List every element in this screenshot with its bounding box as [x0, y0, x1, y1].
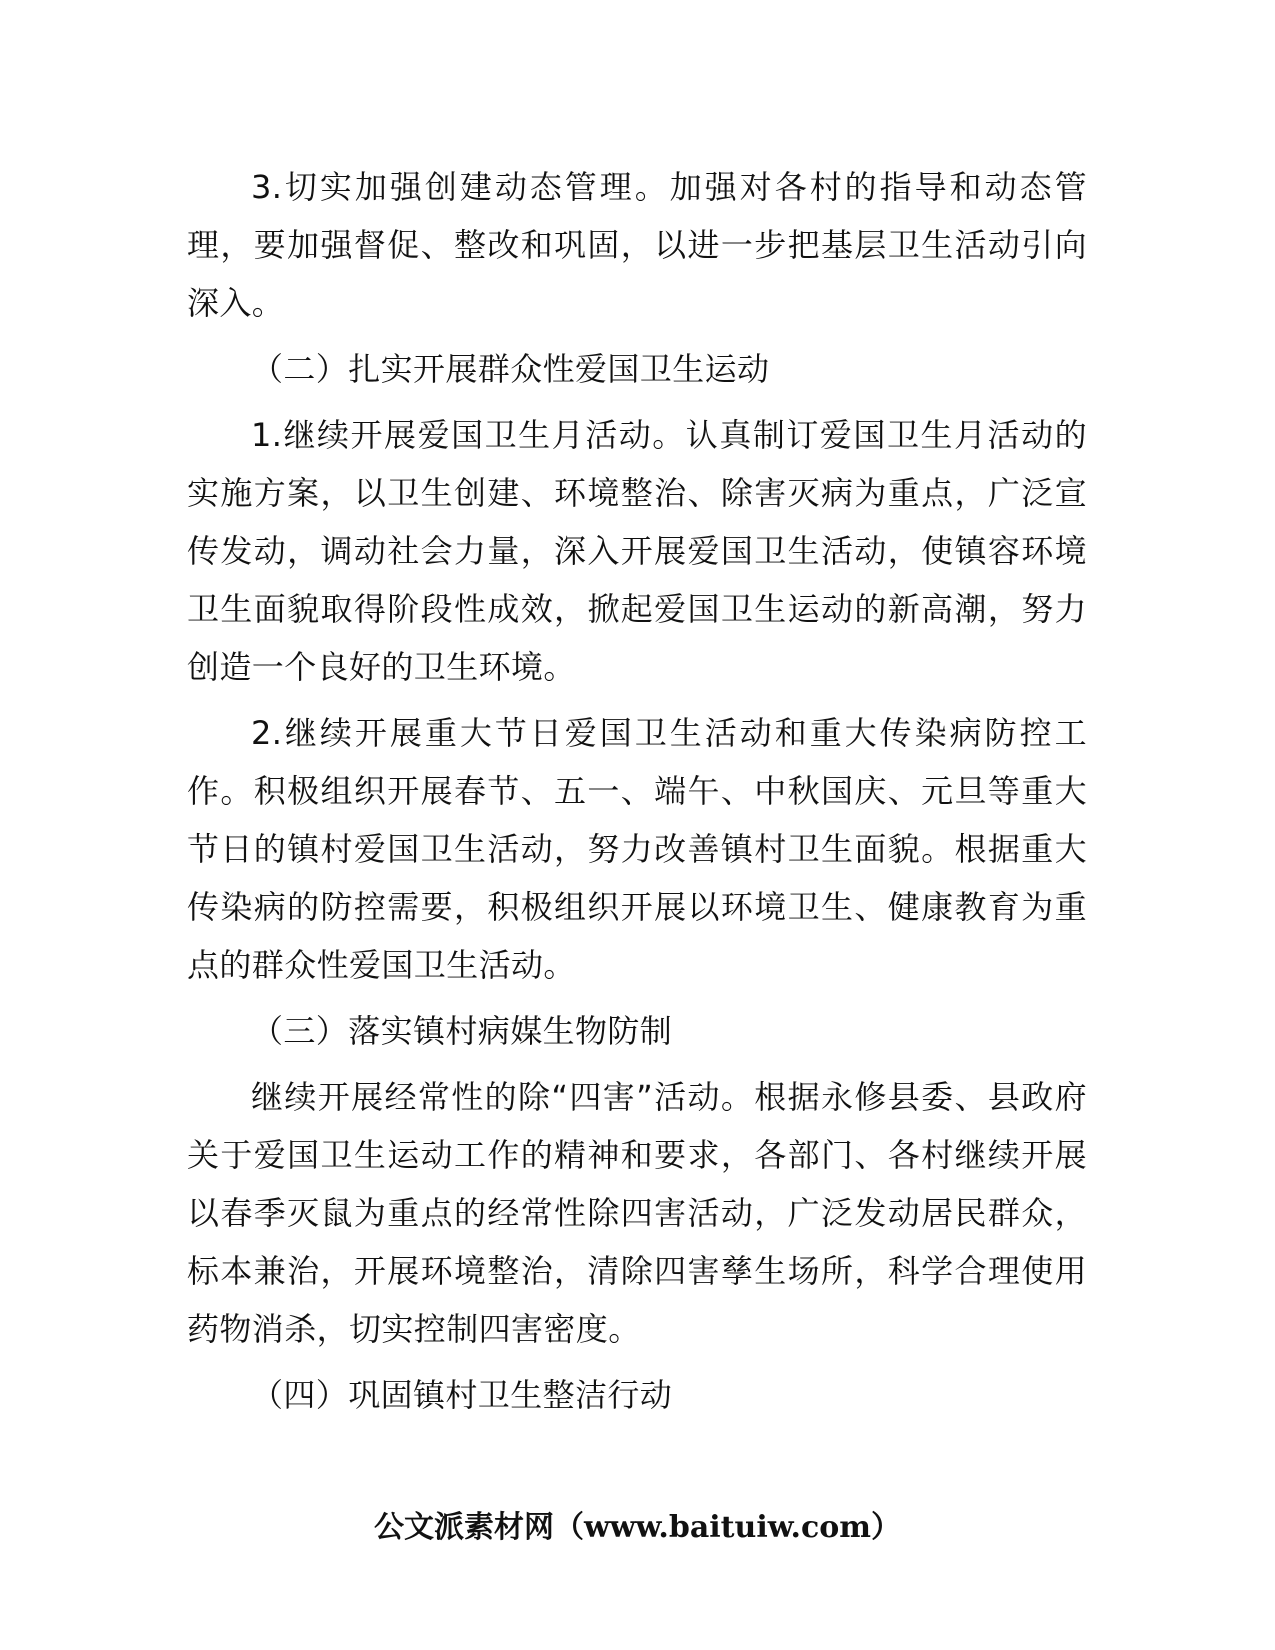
paragraph-dynamic-management: 3.切实加强创建动态管理。加强对各村的指导和动态管理，要加强督促、整改和巩固，以进一步把基层卫生活动引向深入。 — [187, 168, 1087, 322]
paragraph-four-pests: 继续开展经常性的除“四害”活动。根据永修县委、县政府关于爱国卫生运动工作的精神和要求，各部门、各村继续开展以春季灭鼠为重点的经常性除四害活动，广泛发动居民群众，标本兼治，开展环境整治，清除四害孳生场所，科学合理使用药物消杀，切实控制四害密度。 — [187, 1078, 1087, 1348]
document-body — [187, 158, 1087, 1432]
paragraph-festival-activities: 2.继续开展重大节日爱国卫生活动和重大传染病防控工作。积极组织开展春节、五一、端午、中秋国庆、元旦等重大节日的镇村爱国卫生活动，努力改善镇村卫生面貌。根据重大传染病的防控需要，积极组织开展以环境卫生、健康教育为重点的群众性爱国卫生活动。 — [187, 714, 1087, 984]
paragraph-health-month: 1.继续开展爱国卫生月活动。认真制订爱国卫生月活动的实施方案，以卫生创建、环境整治、除害灭病为重点，广泛宣传发动，调动社会力量，深入开展爱国卫生活动，使镇容环境卫生面貌取得阶段性成效，掀起爱国卫生运动的新高潮，努力创造一个良好的卫生环境。 — [187, 416, 1087, 686]
section-heading-vector-control: （三）落实镇村病媒生物防制 — [251, 1012, 673, 1050]
section-heading-sanitation-action: （四）巩固镇村卫生整洁行动 — [251, 1376, 673, 1414]
watermark-footer: 公文派素材网（www.baituiw.com） — [373, 1510, 902, 1545]
section-heading-patriotic-health-campaign: （二）扎实开展群众性爱国卫生运动 — [251, 350, 770, 388]
